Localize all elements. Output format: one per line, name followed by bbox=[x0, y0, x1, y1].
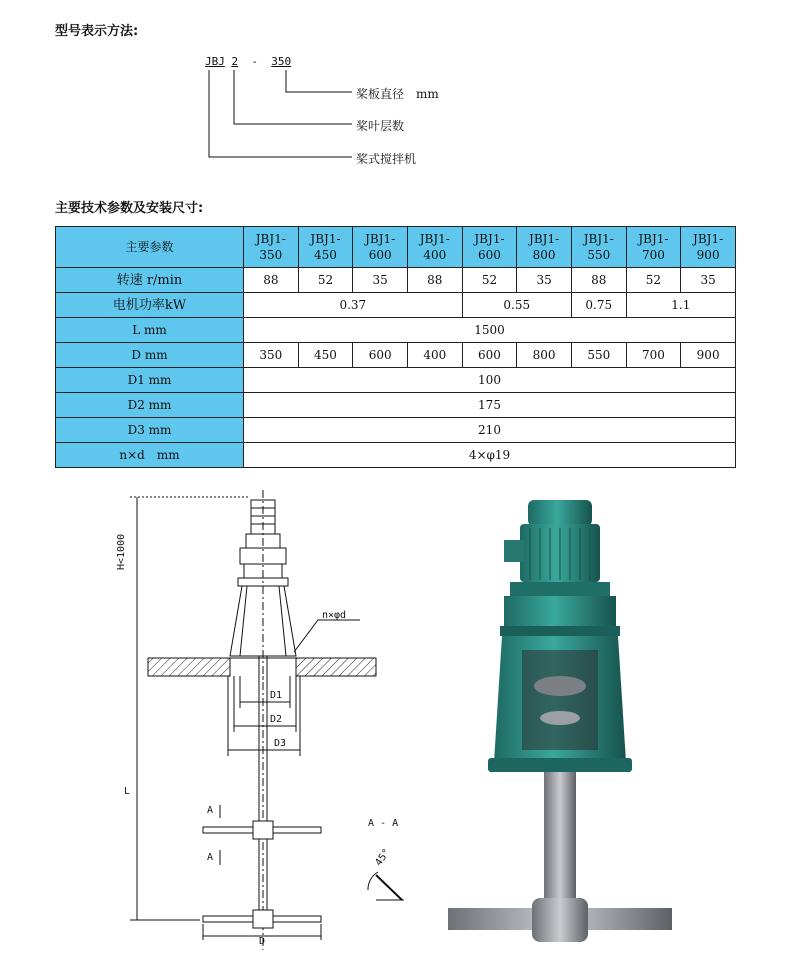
table-row bbox=[56, 227, 736, 268]
D3-cell: 210 bbox=[244, 418, 736, 443]
row-label-power: 电机功率kW bbox=[56, 293, 244, 318]
motor-cap bbox=[528, 500, 592, 526]
power-cell: 0.75 bbox=[571, 293, 626, 318]
dim-H: H<1000 bbox=[116, 533, 127, 570]
speed-cell: 35 bbox=[353, 268, 408, 293]
dim-L: L bbox=[124, 786, 131, 797]
D-cell: 450 bbox=[298, 343, 353, 368]
speed-cell: 88 bbox=[244, 268, 299, 293]
spec-table bbox=[55, 226, 736, 468]
label-diameter: 桨板直径 mm bbox=[356, 87, 439, 101]
row-label-D3: D3 mm bbox=[56, 418, 244, 443]
speed-cell: 52 bbox=[298, 268, 353, 293]
row-label-D2: D2 mm bbox=[56, 393, 244, 418]
D-cell: 600 bbox=[353, 343, 408, 368]
shaft bbox=[544, 772, 576, 912]
table-row bbox=[56, 318, 736, 343]
section-label: A - A bbox=[368, 818, 399, 829]
installation-drawing bbox=[0, 480, 450, 960]
table-row bbox=[56, 418, 736, 443]
table-row bbox=[56, 343, 736, 368]
model-cell: JBJ1- 350 bbox=[244, 227, 299, 268]
model-cell: JBJ1- 550 bbox=[571, 227, 626, 268]
D-cell: 700 bbox=[626, 343, 681, 368]
D-cell: 350 bbox=[244, 343, 299, 368]
row-label-D: D mm bbox=[56, 343, 244, 368]
row-label-D1: D1 mm bbox=[56, 368, 244, 393]
D1-cell: 100 bbox=[244, 368, 736, 393]
row-label-nxd: n×d mm bbox=[56, 443, 244, 468]
speed-cell: 52 bbox=[462, 268, 517, 293]
speed-cell: 88 bbox=[407, 268, 462, 293]
model-cell: JBJ1- 800 bbox=[517, 227, 572, 268]
model-cell: JBJ1- 600 bbox=[353, 227, 408, 268]
model-diameter: 350 bbox=[271, 55, 292, 68]
dim-D3: D3 bbox=[274, 738, 287, 749]
model-cell: JBJ1- 700 bbox=[626, 227, 681, 268]
power-cell: 0.37 bbox=[244, 293, 463, 318]
dim-D1: D1 bbox=[270, 690, 283, 701]
table-row bbox=[56, 293, 736, 318]
label-layers: 桨叶层数 bbox=[356, 119, 405, 133]
D-cell: 600 bbox=[462, 343, 517, 368]
table-row bbox=[56, 368, 736, 393]
model-method-heading: 型号表示方法: bbox=[55, 24, 139, 39]
nxd-cell: 4×φ19 bbox=[244, 443, 736, 468]
mounting-flange bbox=[488, 758, 632, 772]
D-cell: 550 bbox=[571, 343, 626, 368]
speed-cell: 52 bbox=[626, 268, 681, 293]
speed-cell: 88 bbox=[571, 268, 626, 293]
model-layers: 2 bbox=[231, 55, 239, 68]
terminal-box bbox=[504, 540, 524, 562]
D-cell: 400 bbox=[407, 343, 462, 368]
model-cell: JBJ1- 450 bbox=[298, 227, 353, 268]
D2-cell: 175 bbox=[244, 393, 736, 418]
row-label-speed: 转速 r/min bbox=[56, 268, 244, 293]
model-cell: JBJ1- 400 bbox=[407, 227, 462, 268]
speed-cell: 35 bbox=[517, 268, 572, 293]
main-params-heading: 主要技术参数及安装尺寸: bbox=[55, 201, 204, 216]
dim-D2: D2 bbox=[270, 714, 283, 725]
angle-label: 45° bbox=[373, 846, 393, 869]
D-cell: 800 bbox=[517, 343, 572, 368]
table-row bbox=[56, 393, 736, 418]
table-row bbox=[56, 443, 736, 468]
model-prefix: JBJ bbox=[205, 55, 225, 68]
agitator-photo bbox=[440, 490, 680, 960]
blade-hub bbox=[532, 898, 588, 942]
speed-cell: 35 bbox=[681, 268, 736, 293]
marker-A1: A bbox=[207, 805, 214, 816]
power-cell: 0.55 bbox=[462, 293, 571, 318]
D-cell: 900 bbox=[681, 343, 736, 368]
reducer bbox=[504, 596, 616, 626]
dim-nxphid: n×φd bbox=[322, 610, 347, 621]
model-cell: JBJ1- 900 bbox=[681, 227, 736, 268]
model-dash: - bbox=[251, 55, 258, 68]
table-row bbox=[56, 268, 736, 293]
row-label-L: L mm bbox=[56, 318, 244, 343]
model-cell: JBJ1- 600 bbox=[462, 227, 517, 268]
header-label: 主要参数 bbox=[56, 227, 244, 268]
L-cell: 1500 bbox=[244, 318, 736, 343]
marker-A2: A bbox=[207, 852, 214, 863]
label-type: 桨式搅拌机 bbox=[356, 152, 417, 166]
power-cell: 1.1 bbox=[626, 293, 735, 318]
dim-D: D bbox=[259, 936, 266, 947]
